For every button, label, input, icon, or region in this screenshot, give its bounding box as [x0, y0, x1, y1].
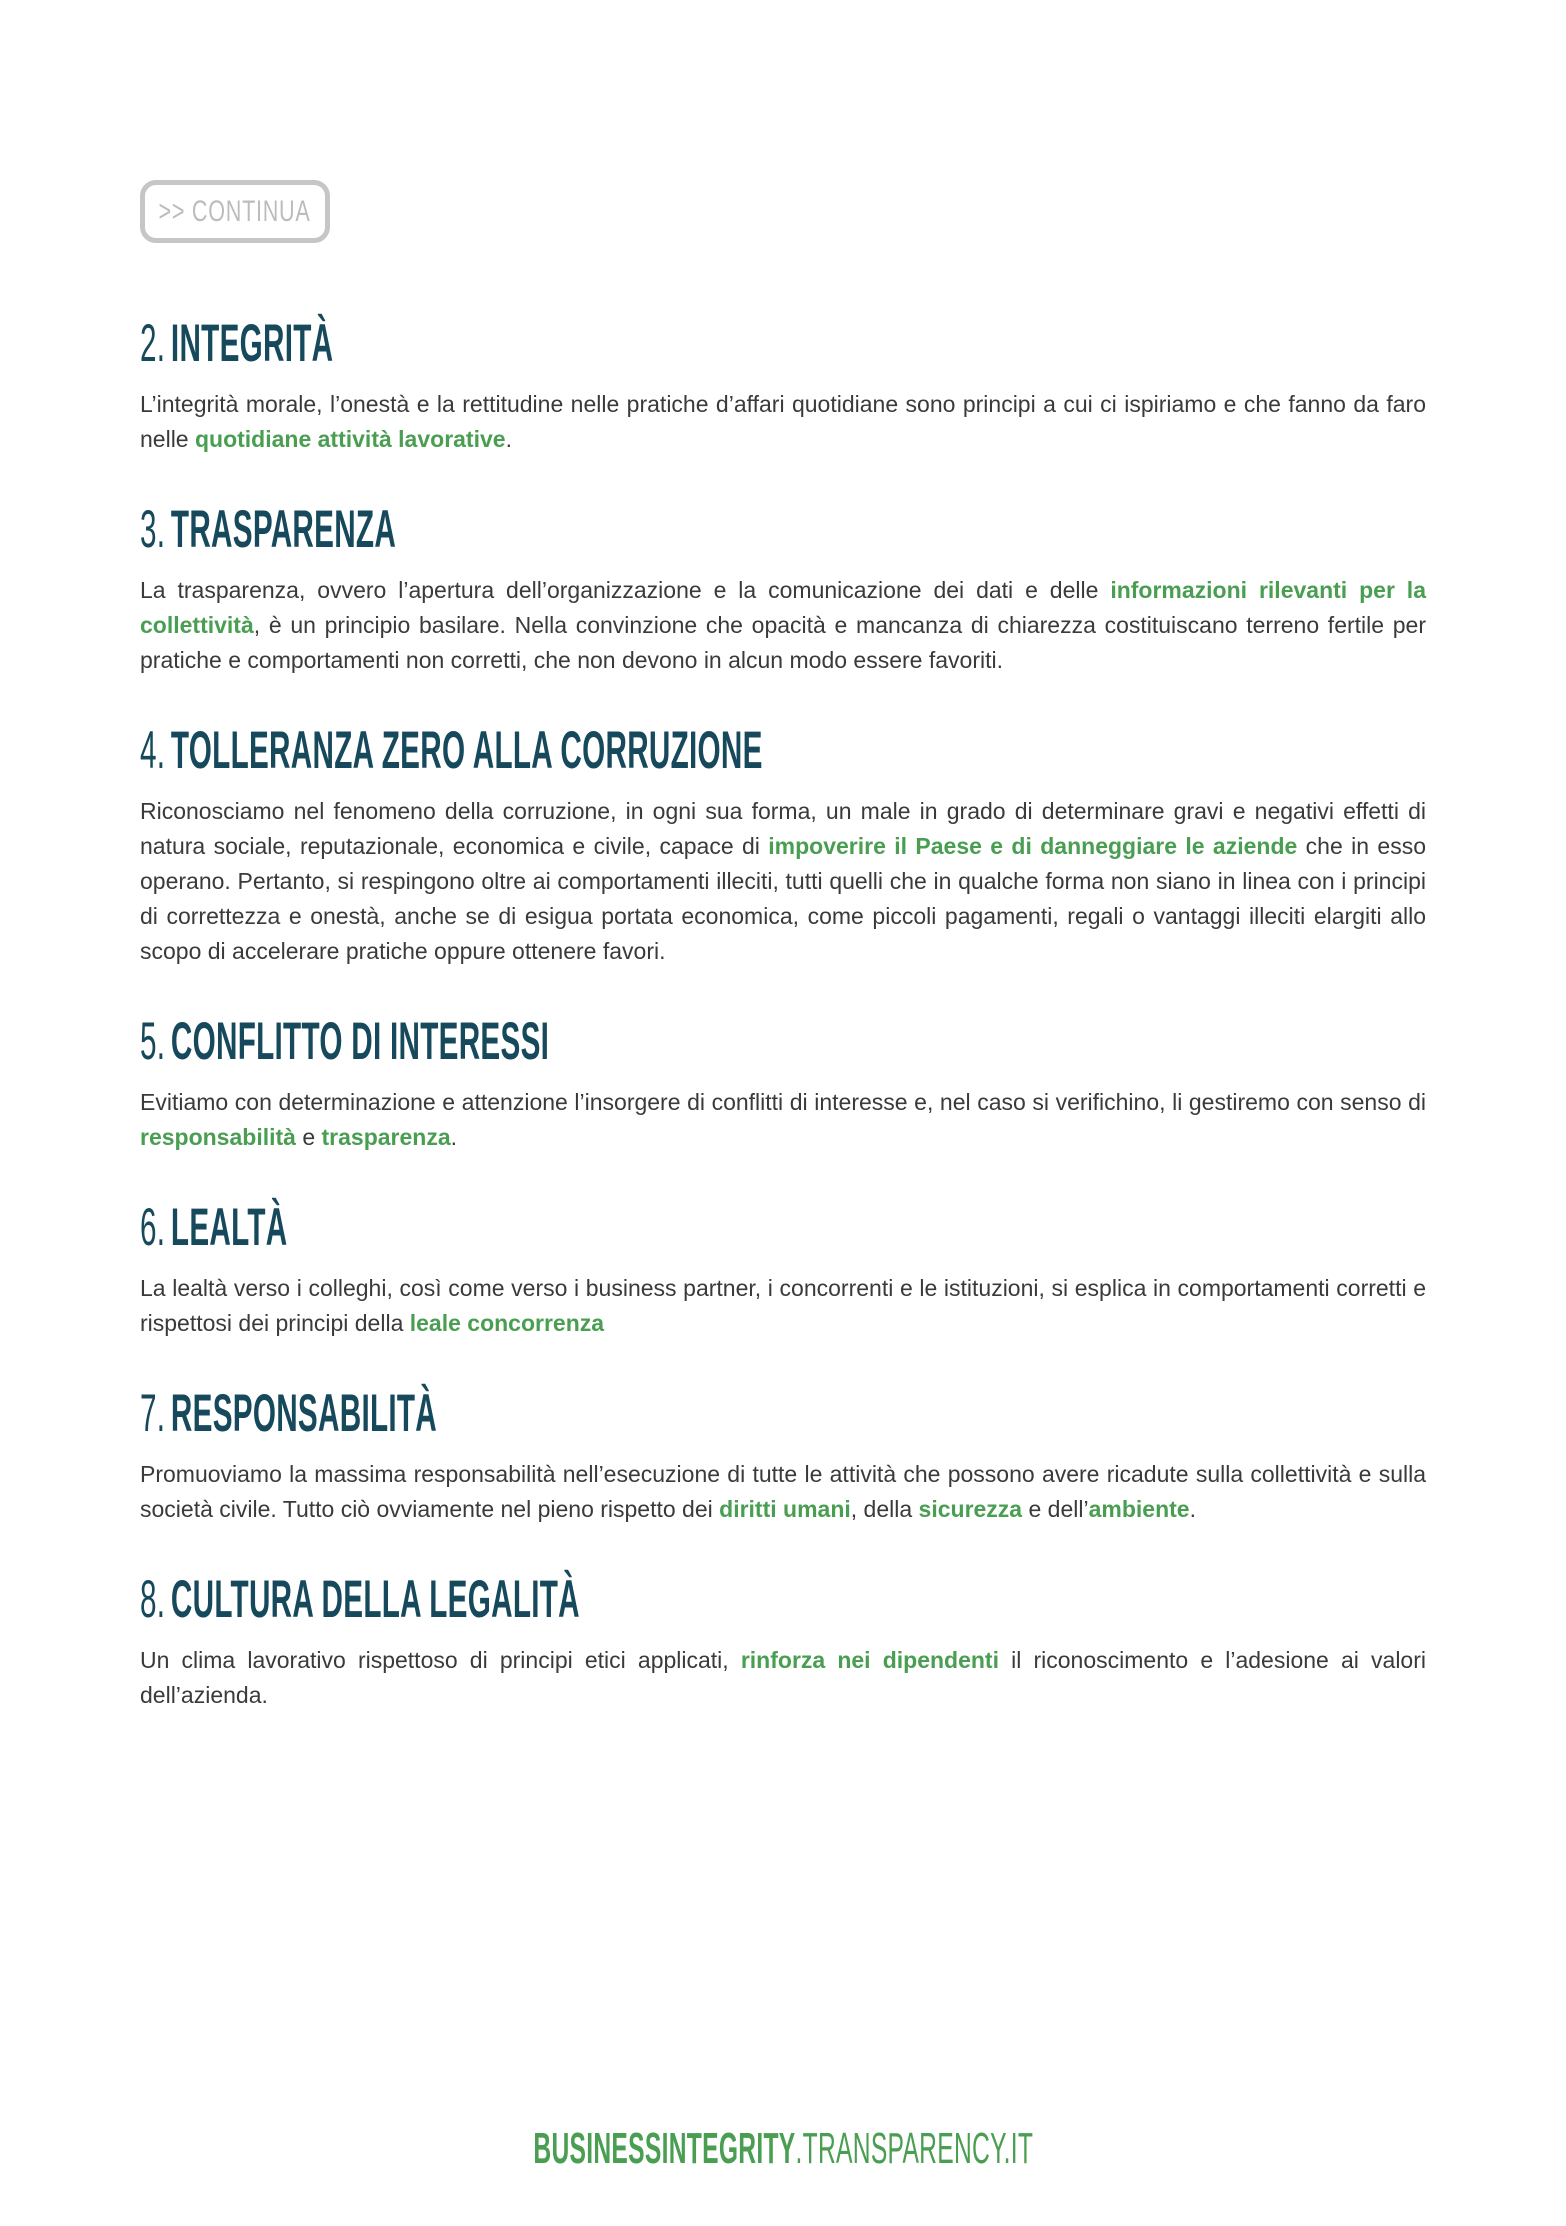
section-number: 3.	[140, 500, 166, 559]
highlighted-text: impoverire il Paese e di danneggiare le aziende	[768, 833, 1298, 859]
text-run: Riconosciamo nel fenomeno della corruzione, in ogni sua forma, un male in grado di determinare gravi e negativi effetti di natura sociale, reputazionale, economica e civile, capace di	[140, 798, 1426, 859]
continua-button[interactable]	[140, 180, 330, 243]
section-responsabilita	[140, 1384, 1426, 1527]
section-integrita	[140, 314, 1426, 457]
section-heading	[140, 1012, 860, 1071]
continua-button-label: >> CONTINUA	[159, 194, 311, 228]
section-number: 4.	[140, 721, 166, 780]
footer-site-bold: BUSINESSINTEGRITY	[533, 2124, 796, 2173]
section-paragraph	[140, 387, 1426, 457]
section-lealta	[140, 1198, 1426, 1341]
section-conflitto-interessi	[140, 1012, 1426, 1155]
section-paragraph	[140, 794, 1426, 969]
section-number: 8.	[140, 1570, 166, 1629]
section-heading	[140, 721, 860, 780]
section-title: TRASPARENZA	[170, 500, 397, 559]
section-heading	[140, 1384, 860, 1443]
section-heading	[140, 314, 860, 373]
text-run: che in esso operano. Pertanto, si respingono oltre ai comportamenti illeciti, tutti quelli che in qualche forma non siano in linea con i principi di correttezza e onestà, anche se di esigua portata economica, come piccoli pagamenti, regali o vantaggi illeciti elargiti allo scopo di accelerare pratiche oppure ottenere favori.	[140, 833, 1426, 964]
text-run: Un clima lavorativo rispettoso di principi etici applicati,	[140, 1647, 741, 1673]
highlighted-text: rinforza nei dipendenti	[740, 1647, 999, 1673]
section-heading	[140, 500, 860, 559]
section-title: RESPONSABILITÀ	[170, 1384, 438, 1443]
text-run: L’integrità morale, l’onestà e la rettitudine nelle pratiche d’affari quotidiane sono principi a cui ci ispiriamo e che fanno da faro nelle	[140, 391, 1426, 452]
section-cultura-legalita	[140, 1570, 1426, 1713]
text-run: , della	[850, 1496, 919, 1522]
section-tolleranza-zero	[140, 721, 1426, 969]
text-run: Evitiamo con determinazione e attenzione l’insorgere di conflitti di interesse e, nel caso si verifichino, li gestiremo con senso di	[140, 1089, 1426, 1115]
text-run: La lealtà verso i colleghi, così come verso i business partner, i concorrenti e le istituzioni, si esplica in comportamenti corretti e rispettosi dei principi della	[140, 1275, 1426, 1336]
section-number: 5.	[140, 1012, 166, 1071]
highlighted-text: informazioni rilevanti per la collettività	[140, 577, 1426, 638]
section-number: 6.	[140, 1198, 166, 1257]
section-title: INTEGRITÀ	[170, 314, 334, 373]
text-run: il riconoscimento e l’adesione ai valori dell’azienda.	[140, 1647, 1426, 1708]
section-title: CONFLITTO DI INTERESSI	[170, 1012, 550, 1071]
highlighted-text: sicurezza	[918, 1496, 1023, 1522]
text-run: .	[1189, 1496, 1196, 1522]
section-paragraph	[140, 1457, 1426, 1527]
section-heading	[140, 1570, 860, 1629]
section-trasparenza	[140, 500, 1426, 678]
page-footer	[0, 2126, 1566, 2172]
section-title: TOLLERANZA ZERO ALLA CORRUZIONE	[170, 721, 763, 780]
highlighted-text: quotidiane attività lavorative	[194, 426, 506, 452]
section-paragraph	[140, 1643, 1426, 1713]
section-paragraph	[140, 1085, 1426, 1155]
text-run: e dell’	[1022, 1496, 1089, 1522]
section-title: LEALTÀ	[170, 1198, 288, 1257]
highlighted-text: leale concorrenza	[409, 1310, 605, 1336]
footer-site-link[interactable]	[533, 2126, 1033, 2172]
text-run: .	[505, 426, 512, 452]
section-number: 7.	[140, 1384, 166, 1443]
text-run: Promuoviamo la massima responsabilità nell’esecuzione di tutte le attività che possono avere ricadute sulla collettività e sulla società civile. Tutto ciò ovviamente nel pieno rispetto dei	[140, 1461, 1426, 1522]
text-run: .	[450, 1124, 458, 1150]
text-run: , è un principio basilare. Nella convinzione che opacità e mancanza di chiarezza costituiscano terreno fertile per pratiche e comportamenti non corretti, che non devono in alcun modo essere favoriti.	[140, 612, 1426, 673]
text-run: e	[295, 1124, 322, 1150]
highlighted-text: trasparenza	[321, 1124, 451, 1150]
highlighted-text: ambiente	[1088, 1496, 1190, 1522]
highlighted-text: responsabilità	[140, 1124, 296, 1150]
section-title: CULTURA DELLA LEGALITÀ	[170, 1570, 580, 1629]
highlighted-text: diritti umani	[719, 1496, 851, 1522]
footer-site-rest: .TRANSPARENCY.IT	[795, 2124, 1033, 2173]
section-number: 2.	[140, 314, 166, 373]
section-paragraph	[140, 1271, 1426, 1341]
section-paragraph	[140, 573, 1426, 678]
section-heading	[140, 1198, 860, 1257]
text-run: La trasparenza, ovvero l’apertura dell’organizzazione e la comunicazione dei dati e delle	[140, 577, 1111, 603]
